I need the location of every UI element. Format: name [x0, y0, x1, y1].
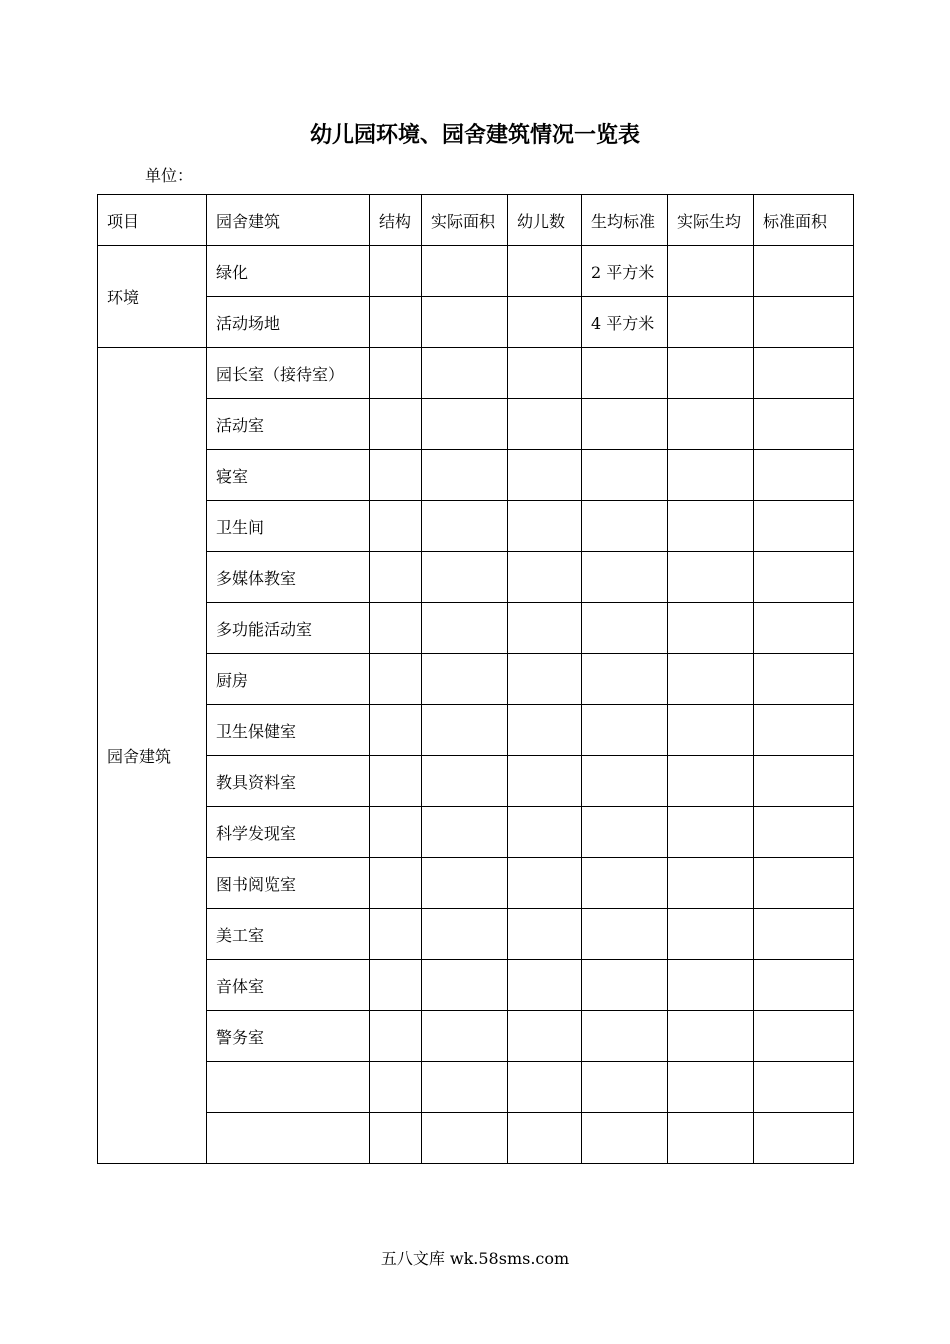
structure-cell — [370, 654, 422, 705]
table-row — [98, 501, 854, 552]
actual-per-child-cell — [668, 501, 754, 552]
per-child-standard-cell: 4 平方米 — [582, 297, 668, 348]
actual-per-child-cell — [668, 960, 754, 1011]
standard-area-cell — [754, 909, 854, 960]
actual-area-cell — [422, 450, 508, 501]
document-title: 幼儿园环境、园舍建筑情况一览表 — [309, 122, 640, 148]
structure-cell — [370, 705, 422, 756]
children-count-cell — [508, 654, 582, 705]
header-cell-building: 园舍建筑 — [207, 195, 370, 246]
actual-area-cell — [422, 960, 508, 1011]
unit-label: 单位： — [145, 166, 194, 185]
per-child-standard-cell — [582, 1113, 668, 1164]
actual-area-cell — [422, 1062, 508, 1113]
per-child-standard-cell — [582, 450, 668, 501]
building-name-cell: 警务室 — [207, 1011, 370, 1062]
table-row — [98, 297, 854, 348]
category-cell: 环境 — [98, 246, 207, 348]
standard-area-cell — [754, 1062, 854, 1113]
children-count-cell — [508, 297, 582, 348]
actual-per-child-cell — [668, 348, 754, 399]
children-count-cell — [508, 909, 582, 960]
actual-area-cell — [422, 603, 508, 654]
per-child-standard-cell — [582, 705, 668, 756]
children-count-cell — [508, 960, 582, 1011]
building-name-cell: 卫生保健室 — [207, 705, 370, 756]
children-count-cell — [508, 246, 582, 297]
per-child-standard-cell — [582, 807, 668, 858]
structure-cell — [370, 399, 422, 450]
per-child-standard-cell — [582, 654, 668, 705]
standard-area-cell — [754, 450, 854, 501]
building-name-cell: 园长室（接待室） — [207, 348, 370, 399]
table-row — [98, 807, 854, 858]
actual-per-child-cell — [668, 552, 754, 603]
header-cell-standard-area: 标准面积 — [754, 195, 854, 246]
children-count-cell — [508, 552, 582, 603]
standard-area-cell — [754, 654, 854, 705]
actual-per-child-cell — [668, 756, 754, 807]
children-count-cell — [508, 858, 582, 909]
children-count-cell — [508, 501, 582, 552]
building-name-cell: 活动室 — [207, 399, 370, 450]
actual-per-child-cell — [668, 654, 754, 705]
children-count-cell — [508, 705, 582, 756]
structure-cell — [370, 501, 422, 552]
structure-cell — [370, 450, 422, 501]
header-cell-actual-area: 实际面积 — [422, 195, 508, 246]
actual-area-cell — [422, 909, 508, 960]
building-name-cell: 教具资料室 — [207, 756, 370, 807]
header-cell-structure: 结构 — [370, 195, 422, 246]
header-cell-per-child-standard: 生均标准 — [582, 195, 668, 246]
per-child-standard-cell — [582, 552, 668, 603]
building-name-cell: 绿化 — [207, 246, 370, 297]
header-row — [98, 195, 854, 246]
actual-area-cell — [422, 654, 508, 705]
structure-cell — [370, 1113, 422, 1164]
actual-area-cell — [422, 858, 508, 909]
children-count-cell — [508, 1011, 582, 1062]
structure-cell — [370, 297, 422, 348]
building-name-cell: 多功能活动室 — [207, 603, 370, 654]
per-child-standard-cell: 2 平方米 — [582, 246, 668, 297]
standard-area-cell — [754, 858, 854, 909]
standard-area-cell — [754, 1113, 854, 1164]
actual-area-cell — [422, 246, 508, 297]
children-count-cell — [508, 1113, 582, 1164]
actual-area-cell — [422, 807, 508, 858]
children-count-cell — [508, 450, 582, 501]
building-name-cell — [207, 1062, 370, 1113]
footer-watermark: 五八文库 wk.58sms.com — [380, 1249, 570, 1268]
building-name-cell — [207, 1113, 370, 1164]
actual-per-child-cell — [668, 1011, 754, 1062]
structure-cell — [370, 603, 422, 654]
actual-area-cell — [422, 705, 508, 756]
per-child-standard-cell — [582, 603, 668, 654]
per-child-standard-cell — [582, 1062, 668, 1113]
table-row — [98, 246, 854, 297]
per-child-standard-cell — [582, 501, 668, 552]
per-child-standard-cell — [582, 399, 668, 450]
table-row — [98, 909, 854, 960]
structure-cell — [370, 1062, 422, 1113]
actual-area-cell — [422, 297, 508, 348]
per-child-standard-cell — [582, 960, 668, 1011]
children-count-cell — [508, 348, 582, 399]
standard-area-cell — [754, 552, 854, 603]
actual-area-cell — [422, 1113, 508, 1164]
structure-cell — [370, 858, 422, 909]
building-name-cell: 寝室 — [207, 450, 370, 501]
children-count-cell — [508, 603, 582, 654]
building-name-cell: 卫生间 — [207, 501, 370, 552]
building-name-cell: 活动场地 — [207, 297, 370, 348]
per-child-standard-cell — [582, 909, 668, 960]
table-row — [98, 552, 854, 603]
standard-area-cell — [754, 501, 854, 552]
children-count-cell — [508, 756, 582, 807]
actual-area-cell — [422, 501, 508, 552]
category-cell: 园舍建筑 — [98, 348, 207, 1164]
building-name-cell: 美工室 — [207, 909, 370, 960]
actual-per-child-cell — [668, 705, 754, 756]
per-child-standard-cell — [582, 756, 668, 807]
per-child-standard-cell — [582, 348, 668, 399]
children-count-cell — [508, 1062, 582, 1113]
children-count-cell — [508, 807, 582, 858]
building-name-cell: 图书阅览室 — [207, 858, 370, 909]
actual-per-child-cell — [668, 297, 754, 348]
children-count-cell — [508, 399, 582, 450]
actual-per-child-cell — [668, 1113, 754, 1164]
actual-per-child-cell — [668, 858, 754, 909]
standard-area-cell — [754, 807, 854, 858]
actual-per-child-cell — [668, 603, 754, 654]
standard-area-cell — [754, 399, 854, 450]
actual-per-child-cell — [668, 450, 754, 501]
table-row — [98, 705, 854, 756]
table-row — [98, 399, 854, 450]
table-row — [98, 1113, 854, 1164]
structure-cell — [370, 807, 422, 858]
header-cell-actual-per-child: 实际生均 — [668, 195, 754, 246]
actual-per-child-cell — [668, 807, 754, 858]
table-row — [98, 1011, 854, 1062]
standard-area-cell — [754, 1011, 854, 1062]
structure-cell — [370, 756, 422, 807]
facility-table — [97, 194, 854, 1164]
structure-cell — [370, 960, 422, 1011]
table-row — [98, 654, 854, 705]
actual-area-cell — [422, 552, 508, 603]
actual-per-child-cell — [668, 399, 754, 450]
per-child-standard-cell — [582, 858, 668, 909]
structure-cell — [370, 909, 422, 960]
actual-per-child-cell — [668, 1062, 754, 1113]
building-name-cell: 多媒体教室 — [207, 552, 370, 603]
actual-area-cell — [422, 399, 508, 450]
standard-area-cell — [754, 705, 854, 756]
header-cell-item: 项目 — [98, 195, 207, 246]
standard-area-cell — [754, 603, 854, 654]
table-row — [98, 960, 854, 1011]
standard-area-cell — [754, 246, 854, 297]
table-row — [98, 1062, 854, 1113]
standard-area-cell — [754, 960, 854, 1011]
table-row — [98, 450, 854, 501]
structure-cell — [370, 246, 422, 297]
table-row — [98, 348, 854, 399]
header-cell-children-count: 幼儿数 — [508, 195, 582, 246]
actual-area-cell — [422, 348, 508, 399]
table-row — [98, 756, 854, 807]
actual-per-child-cell — [668, 246, 754, 297]
structure-cell — [370, 552, 422, 603]
table-row — [98, 858, 854, 909]
building-name-cell: 科学发现室 — [207, 807, 370, 858]
standard-area-cell — [754, 348, 854, 399]
table-body — [98, 195, 854, 1164]
building-name-cell: 音体室 — [207, 960, 370, 1011]
structure-cell — [370, 348, 422, 399]
actual-area-cell — [422, 1011, 508, 1062]
actual-area-cell — [422, 756, 508, 807]
table-row — [98, 603, 854, 654]
per-child-standard-cell — [582, 1011, 668, 1062]
building-name-cell: 厨房 — [207, 654, 370, 705]
standard-area-cell — [754, 756, 854, 807]
structure-cell — [370, 1011, 422, 1062]
standard-area-cell — [754, 297, 854, 348]
actual-per-child-cell — [668, 909, 754, 960]
